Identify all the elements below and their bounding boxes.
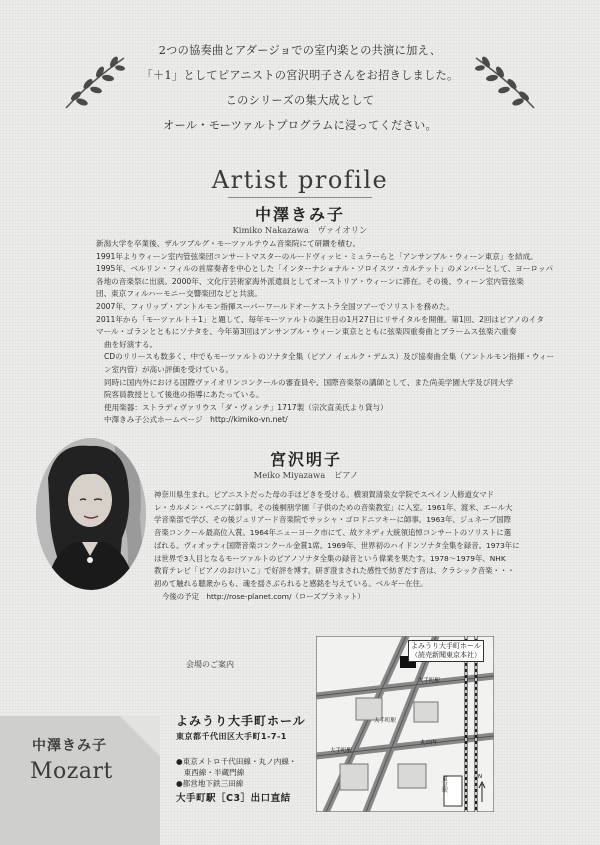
bio-line: 1995年、ベルリン・フィルの首席奏者を中心とした「インターナショナル・ソロイスツ・カルテット」のメンバーとして、ヨーロッパ xyxy=(96,264,554,274)
artist1-role: ヴァイオリン xyxy=(317,225,368,235)
map-hall-label xyxy=(408,640,484,662)
artist2-portrait xyxy=(36,438,146,590)
artist1-name-jp: 中澤きみ子 xyxy=(254,205,345,224)
bio-line: は世界で3人目となるモーツァルトのピアノソナタ全集の録音という偉業を果たす。1978～1979年、NHK xyxy=(154,553,506,563)
bio-line: 曲を好演する。 xyxy=(104,339,158,349)
bio-line: レ・カルメン・ペニアに師事。その後桐朋学園「子供のための音楽教室」に入室。1961年、渡米、エール大 xyxy=(154,502,513,512)
bio-line: 2011年から「モーツァルト＋1」と題して、毎年モーツァルトの誕生日の1月27日にリサイタルを開催。第1回、2回はピアノのイタ xyxy=(96,314,544,324)
map-station-label: 大手町駅 xyxy=(330,748,353,754)
bio-line: 新潟大学を卒業後、ザルツブルグ・モーツァルテウム音楽院にて研鑽を積む。 xyxy=(96,239,361,248)
venue-label: 会場のご案内 xyxy=(186,660,234,669)
artist1-bio xyxy=(96,238,554,427)
section-title: Artist profile xyxy=(211,166,389,194)
bio-line: 中澤きみ子公式ホームページ http://kimiko-vn.net/ xyxy=(104,415,288,425)
map-station-label: 大手町駅 xyxy=(374,718,397,724)
artist2-name-jp: 宮沢明子 xyxy=(269,450,342,469)
artist1-name-en: Kimiko Nakazawa xyxy=(232,225,309,235)
map-hall-sub: （読売新聞東京本社） xyxy=(411,651,481,659)
map-area-label: 丸の内 xyxy=(420,740,437,746)
intro-line: 「＋1」としてピアニストの宮沢明子さんをお招きしました。 xyxy=(141,69,459,82)
artist2-name-line xyxy=(86,469,526,481)
map-north-label: N xyxy=(478,774,483,780)
map-station-label: 東京駅 xyxy=(441,776,447,793)
bio-line: CDのリリースも数多く、中でもモーツァルトのソナタ全集（ピアノ イェルク・デムス）及び協奏曲全集（アントルモン指揮・ウィー xyxy=(104,352,555,362)
map-station-label: 大手町駅 xyxy=(418,678,441,684)
bio-line: 各地の音楽祭に出演。2000年、文化庁芸術家海外派遣員としてオーストリア・ウィーンに滞在。その後、ウィーン室内管弦楽 xyxy=(96,276,524,286)
bio-line: 神奈川県生まれ。ピアニストだった母の手ほどきを受ける。横須賀清泉女学院でスペイン人修道女マド xyxy=(154,490,495,499)
venue-name: よみうり大手町ホール xyxy=(176,714,306,728)
intro-line: オール・モーツァルトプログラムに浸ってください。 xyxy=(162,119,438,132)
bio-line: ばれる。ヴィオッティ国際音楽コンクール金賞1席。1969年、世界初のハイドンソナタ全集を録音。1973年に xyxy=(154,540,520,550)
intro-line: 2つの協奏曲とアダージョでの室内楽との共演に加え、 xyxy=(158,44,442,57)
map-hall-name: よみうり大手町ホール xyxy=(411,642,481,650)
bio-line: 団、東京フィルハーモニー交響楽団などと共演。 xyxy=(96,289,262,299)
bio-line: 学音楽部で学び、その後ジュリアード音楽院でサッシャ・ゴロドニツキーに師事。1963年、ジュネーブ国際 xyxy=(154,515,512,525)
leaf-sprig-right-icon xyxy=(470,50,540,114)
venue-access xyxy=(176,756,297,789)
portrait-image-icon xyxy=(36,438,146,590)
access-line: 東西線・半蔵門線 xyxy=(176,768,245,777)
title-divider xyxy=(228,197,372,198)
bio-line: 使用楽器：ストラディヴァリウス「ダ・ヴィンチ」1717製（宗次直美氏より貸与） xyxy=(104,402,388,412)
bio-line: 初めて触れる聴衆からも、魂を揺さぶられると感銘を与えている。ベルギー在住。 xyxy=(154,578,428,588)
venue-map xyxy=(316,636,494,812)
venue-exit: 大手町駅［C3］出口直結 xyxy=(176,793,291,804)
access-line: ●東京メトロ千代田線・丸ノ内線・ xyxy=(176,757,297,766)
bio-line: 2007年、フィリップ・アントルモン指揮スーパーワールドオーケストラ全国ツアーでソリストを務めた。 xyxy=(96,301,454,311)
bio-line: 教育テレビ「ピアノのおけいこ」で好評を博す。研ぎ澄まされた感性で紡ぎだす音は、クラシック音楽・・・ xyxy=(154,566,515,576)
leaf-sprig-left-icon xyxy=(60,50,130,114)
artist2-name-en: Meiko Miyazawa xyxy=(253,470,326,480)
intro-line: このシリーズの集大成として xyxy=(225,94,375,107)
bio-line: ン室内管）が高い評価を受けている。 xyxy=(104,364,234,374)
intro-text xyxy=(130,38,470,138)
access-line: ●都営地下鉄三田線 xyxy=(176,779,244,788)
artist2-role: ピアノ xyxy=(333,470,359,480)
bio-line: 今後の予定 http://rose-planet.com/（ローズプラネット） xyxy=(162,591,365,601)
corner-name-en: Mozart xyxy=(30,759,113,784)
venue-address: 東京都千代田区大手町1-7-1 xyxy=(176,732,287,741)
bio-line: マール・ゴランとともにソナタを、今年第3回はアンサンブル・ウィーン東京とともに弦楽四重奏曲とブラームス弦楽六重奏 xyxy=(96,327,517,337)
bio-line: 院客員教授として後進の指導にあたっている。 xyxy=(104,390,264,400)
bio-line: 音楽コンクール最高位入賞。1964年ニューヨーク市にて、故ケネディ大統領追悼コンサートのソリストに選 xyxy=(154,528,512,538)
corner-name-jp: 中澤きみ子 xyxy=(32,738,107,754)
bio-line: 同時に国内外における国際ヴァイオリンコンクールの審査員や、国際音楽祭の講師として、また尚美学園大学及び同大学 xyxy=(104,377,514,387)
artist1-name-line xyxy=(0,224,600,236)
bio-line: 1991年よりウィーン室内管弦楽団コンサートマスターのルードヴィッヒ・ミュラーらと「アンサンブル・ウィーン東京」を結成。 xyxy=(96,251,538,261)
artist2-bio xyxy=(154,489,520,603)
